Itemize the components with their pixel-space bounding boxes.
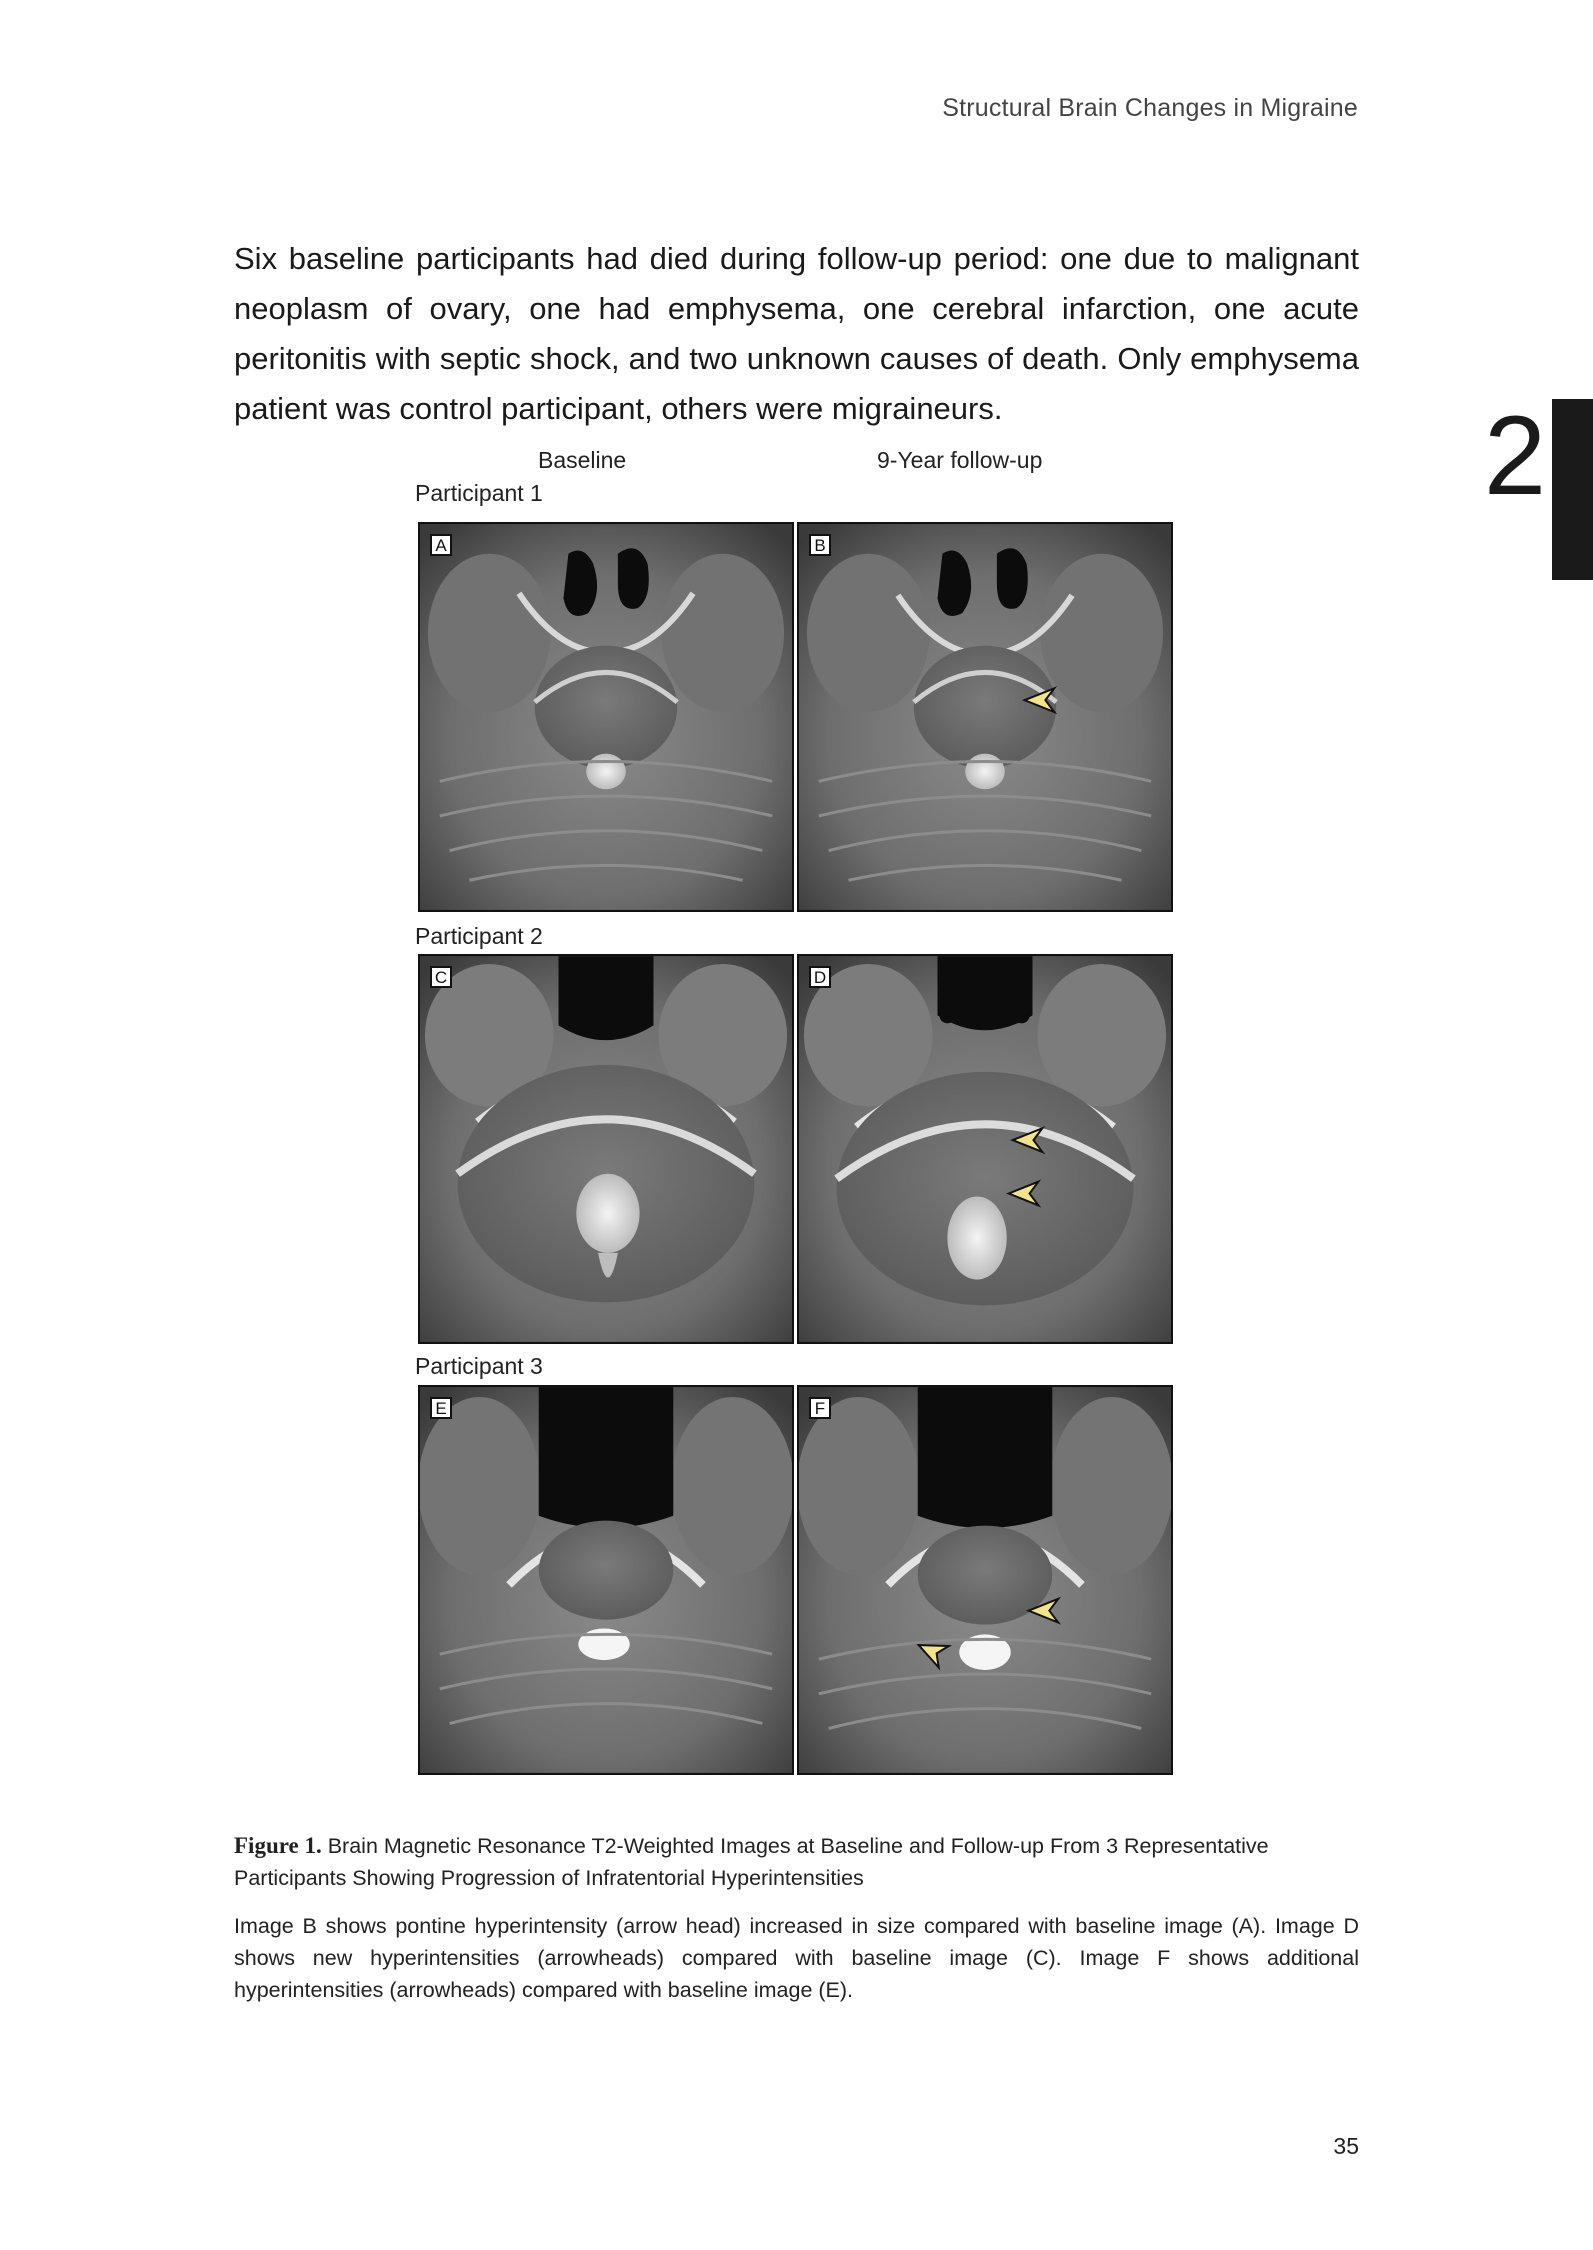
mri-panel-d xyxy=(797,954,1173,1344)
mri-panel-b xyxy=(797,522,1173,912)
panel-label-d: D xyxy=(809,966,831,988)
figure-caption xyxy=(234,1830,1359,1894)
mri-image xyxy=(420,956,792,1342)
panel-label-f: F xyxy=(809,1397,831,1419)
mri-image xyxy=(799,524,1171,910)
mri-panel-c xyxy=(418,954,794,1344)
figure-description: Image B shows pontine hyperintensity (arrow head) increased in size compared with baseline image (A). Image D shows new hyperintensities (arrowheads) compared with baseline image (C). Image F shows additional hyperintensities (arrowheads) compared with baseline image (E). xyxy=(234,1914,1359,2002)
figure-label: Figure 1. xyxy=(234,1833,322,1858)
mri-image xyxy=(420,524,792,910)
body-paragraph: Six baseline participants had died during follow-up period: one due to malignant neoplasm of ovary, one had emphysema, one cerebral infarction, one acute peritonitis with septic shock, and two unknown causes of death. Only emphysema patient was control participant, others were migraineurs. xyxy=(234,241,1359,426)
mri-image xyxy=(420,1387,792,1773)
chapter-number: 2 xyxy=(1483,393,1547,518)
mri-panel-e xyxy=(418,1385,794,1775)
running-header: Structural Brain Changes in Migraine xyxy=(942,94,1358,122)
panel-label-c: C xyxy=(430,966,452,988)
mri-image xyxy=(799,956,1171,1342)
panel-label-a: A xyxy=(430,534,452,556)
mri-image xyxy=(799,1387,1171,1773)
column-heading-baseline: Baseline xyxy=(538,447,627,473)
column-heading-followup: 9-Year follow-up xyxy=(877,447,1043,473)
row-label-participant-2: Participant 2 xyxy=(415,923,543,949)
mri-panel-a xyxy=(418,522,794,912)
row-label-participant-3: Participant 3 xyxy=(415,1353,543,1379)
figure-caption-title: Brain Magnetic Resonance T2-Weighted Images at Baseline and Follow-up From 3 Representative Participants Showing Progression of Infratentorial Hyperintensities xyxy=(234,1834,1269,1890)
panel-label-e: E xyxy=(430,1397,452,1419)
row-label-participant-1: Participant 1 xyxy=(415,480,543,506)
chapter-tab xyxy=(1552,399,1593,580)
panel-label-b: B xyxy=(809,534,831,556)
page-number: 35 xyxy=(1333,2133,1359,2159)
mri-panel-f xyxy=(797,1385,1173,1775)
